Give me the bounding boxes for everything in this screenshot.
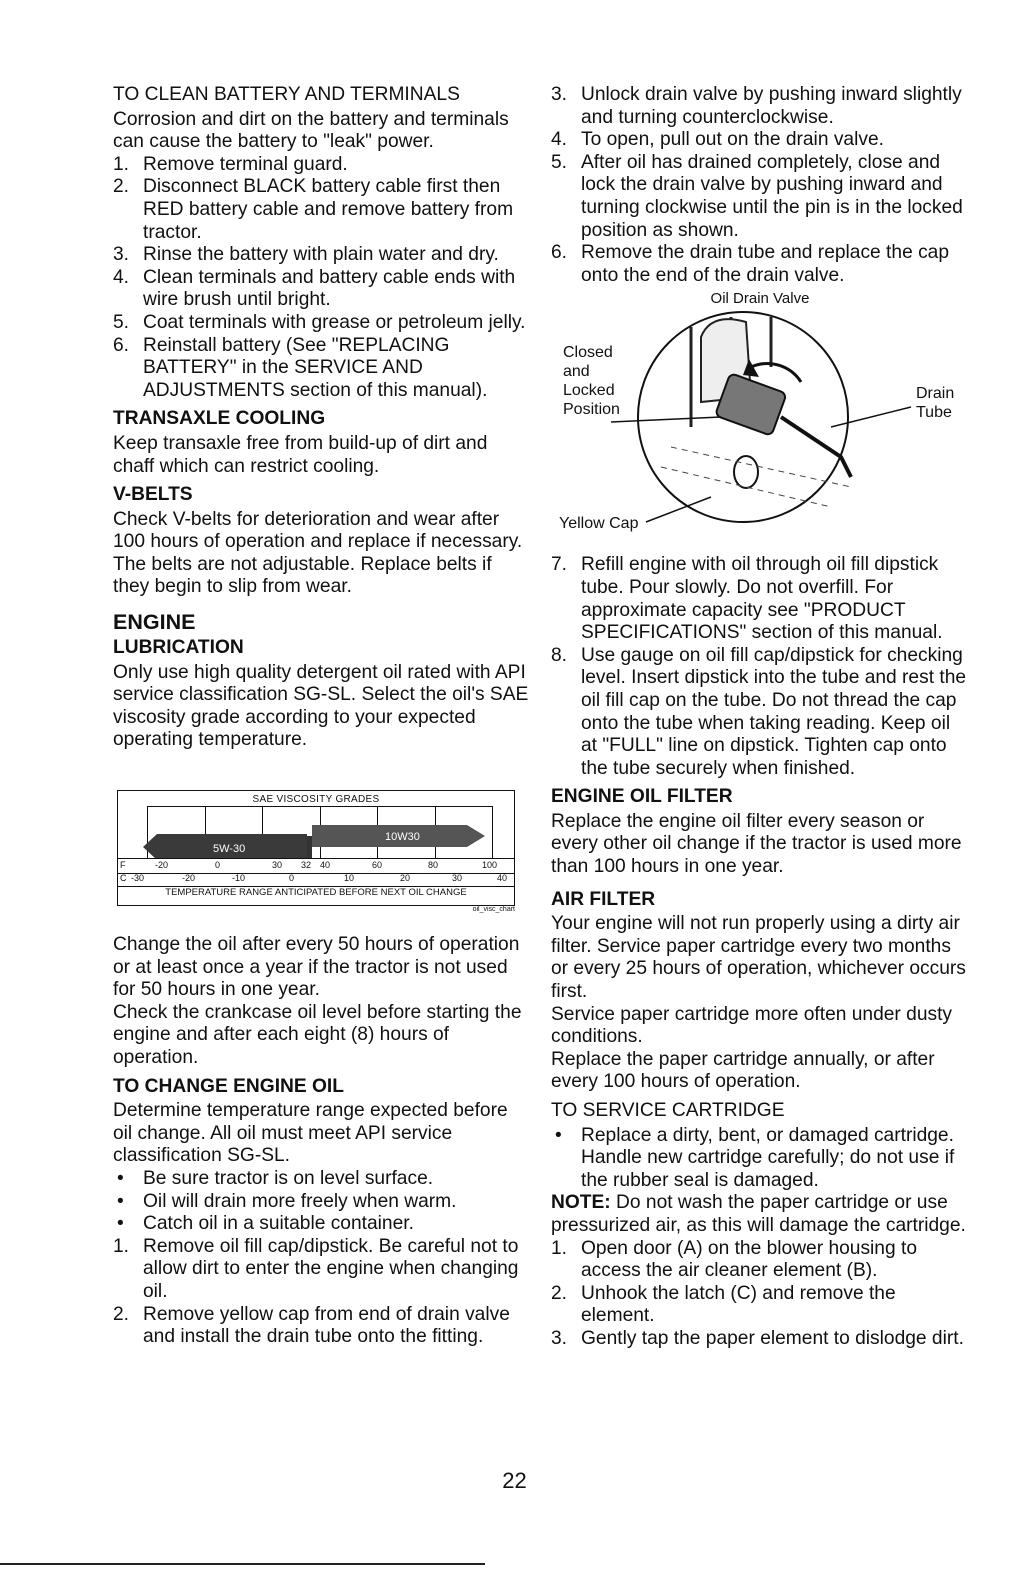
change-oil-heading: TO CHANGE ENGINE OIL (113, 1075, 344, 1097)
right-column (551, 84, 969, 1351)
change-oil-text: Determine temperature range expected before oil change. All oil must meet API service classification SG-SL. (113, 1100, 508, 1167)
cartridge-steps (551, 1238, 969, 1351)
closed-locked-label: Closed and Locked Position (563, 344, 620, 419)
engine-heading: ENGINE (113, 610, 196, 635)
refill-steps (551, 554, 969, 780)
fahrenheit-scale: F -20 0 30 32 40 60 80 100 (117, 858, 515, 874)
celsius-scale: C -30 -20 -10 0 10 20 30 40 (117, 872, 515, 887)
list-item: 3. Unlock drain valve by pushing inward slightly and turning counterclockwise. (551, 84, 962, 128)
list-item: 8. Use gauge on oil fill cap/dipstick for checking level. Insert dipstick into the tube and rest the oil fill cap on the tube. Do not thread the cap onto the tube when taking reading. Keep oil at "FULL" line on dipstick. Tighten cap onto the tube securely when finished. (551, 644, 967, 779)
filter-heading: ENGINE OIL FILTER (551, 786, 733, 808)
list-item: 7. Refill engine with oil through oil fill dipstick tube. Pour slowly. Do not overfill. For approximate capacity see "PRODUCT SPECIFICATIONS" section of this manual. (551, 554, 943, 644)
list-item: • Be sure tractor is on level surface. (117, 1167, 434, 1189)
bottom-rule (0, 1563, 485, 1565)
label-5w30: 5W-30 (213, 843, 246, 856)
list-item: 5. After oil has drained completely, close and lock the drain valve by pushing inward and turning clockwise until the pin is in the locked position as shown. (551, 151, 963, 241)
diagram-title: Oil Drain Valve (710, 290, 810, 308)
list-item: 1. Remove terminal guard. (113, 153, 348, 175)
chart-caption: TEMPERATURE RANGE ANTICIPATED BEFORE NEXT OIL CHANGE (165, 887, 467, 899)
cartridge-heading: TO SERVICE CARTRIDGE (551, 1100, 785, 1121)
list-item: 5. Coat terminals with grease or petroleum jelly. (113, 311, 526, 333)
air-filter-heading: AIR FILTER (551, 888, 656, 910)
left-column (113, 84, 531, 1349)
list-item: 2. Unhook the latch (C) and remove the element. (551, 1282, 896, 1327)
air-text-3: Replace the paper cartridge annually, or after every 100 hours of operation. (551, 1048, 935, 1093)
page-number: 22 (502, 1468, 527, 1493)
lubrication-text: Only use high quality detergent oil rated with API service classification SG-SL. Select the oil's SAE viscosity grade according to your expected operating temperature. (113, 661, 529, 751)
note-paragraph (551, 1192, 969, 1237)
air-text-2: Service paper cartridge more often under dusty conditions. (551, 1003, 953, 1048)
filter-text: Replace the engine oil filter every season or every other oil change if the tractor is used more than 100 hours in one year. (551, 810, 962, 878)
yellow-cap-shape (734, 456, 758, 488)
list-item: 4. To open, pull out on the drain valve. (551, 129, 884, 151)
list-item: 2. Disconnect BLACK battery cable first then RED battery cable and remove battery from tractor. (113, 176, 514, 243)
list-item: 3. Rinse the battery with plain water and dry. (113, 244, 499, 266)
list-item: 1. Remove oil fill cap/dipstick. Be careful not to allow dirt to enter the engine when changing oil. (113, 1235, 519, 1302)
oil-change-text-1: Change the oil after every 50 hours of operation or at least once a year if the tractor is not used for 50 hours in one year. (113, 934, 520, 1001)
oil-change-text-2: Check the crankcase oil level before starting the engine and after each eight (8) hours of operation. (113, 1001, 522, 1068)
transaxle-heading: TRANSAXLE COOLING (113, 408, 326, 430)
list-item: • Replace a dirty, bent, or damaged cartridge. Handle new cartridge carefully; do not use if the rubber seal is damaged. (555, 1124, 955, 1191)
drain-tube-label: Drain Tube (916, 385, 955, 422)
grade-arrows (117, 790, 515, 858)
list-item: 1. Open door (A) on the blower housing to access the air cleaner element (B). (551, 1237, 917, 1282)
list-item: • Catch oil in a suitable container. (117, 1213, 414, 1235)
note-label: NOTE: (551, 1192, 611, 1214)
list-item: 4. Clean terminals and battery cable ends with wire brush until bright. (113, 266, 516, 311)
battery-intro: Corrosion and dirt on the battery and terminals can cause the battery to "leak" power. (113, 108, 509, 153)
drain-steps (551, 84, 969, 287)
change-oil-steps (113, 1236, 531, 1349)
list-item: 6. Remove the drain tube and replace the cap onto the end of the drain valve. (551, 242, 950, 286)
chart-tag: oil_visc_chart (472, 906, 515, 914)
label-10w30: 10W30 (385, 831, 420, 844)
note-text: Do not wash the paper cartridge or use pressurized air, as this will damage the cartridge. (551, 1192, 966, 1236)
vbelts-heading: V-BELTS (113, 484, 193, 506)
oil-drain-valve-diagram (551, 289, 969, 544)
list-item: 2. Remove yellow cap from end of drain valve and install the drain tube onto the fitting. (113, 1303, 510, 1348)
air-text-1: Your engine will not run properly using a dirty air filter. Service paper cartridge every two months or every 25 hours of operation, whichever occurs first. (551, 913, 966, 1003)
battery-steps (113, 154, 531, 403)
change-oil-bullets (113, 1168, 531, 1236)
battery-heading: TO CLEAN BATTERY AND TERMINALS (113, 84, 460, 105)
viscosity-chart (117, 790, 515, 918)
vbelts-text: Check V-belts for deterioration and wear after 100 hours of operation and replace if necessary. The belts are not adjustable. Replace belts if they begin to slip from wear. (113, 508, 523, 598)
list-item: • Oil will drain more freely when warm. (117, 1190, 457, 1212)
list-item: 3. Gently tap the paper element to dislodge dirt. (551, 1327, 964, 1349)
chart-title: SAE VISCOSITY GRADES (252, 794, 380, 806)
transaxle-text: Keep transaxle free from build-up of dirt and chaff which can restrict cooling. (113, 432, 488, 477)
lubrication-heading: LUBRICATION (113, 637, 244, 659)
list-item: 6. Reinstall battery (See "REPLACING BATTERY" in the SERVICE AND ADJUSTMENTS section of this manual). (113, 334, 488, 401)
yellow-cap-label: Yellow Cap (559, 515, 639, 533)
